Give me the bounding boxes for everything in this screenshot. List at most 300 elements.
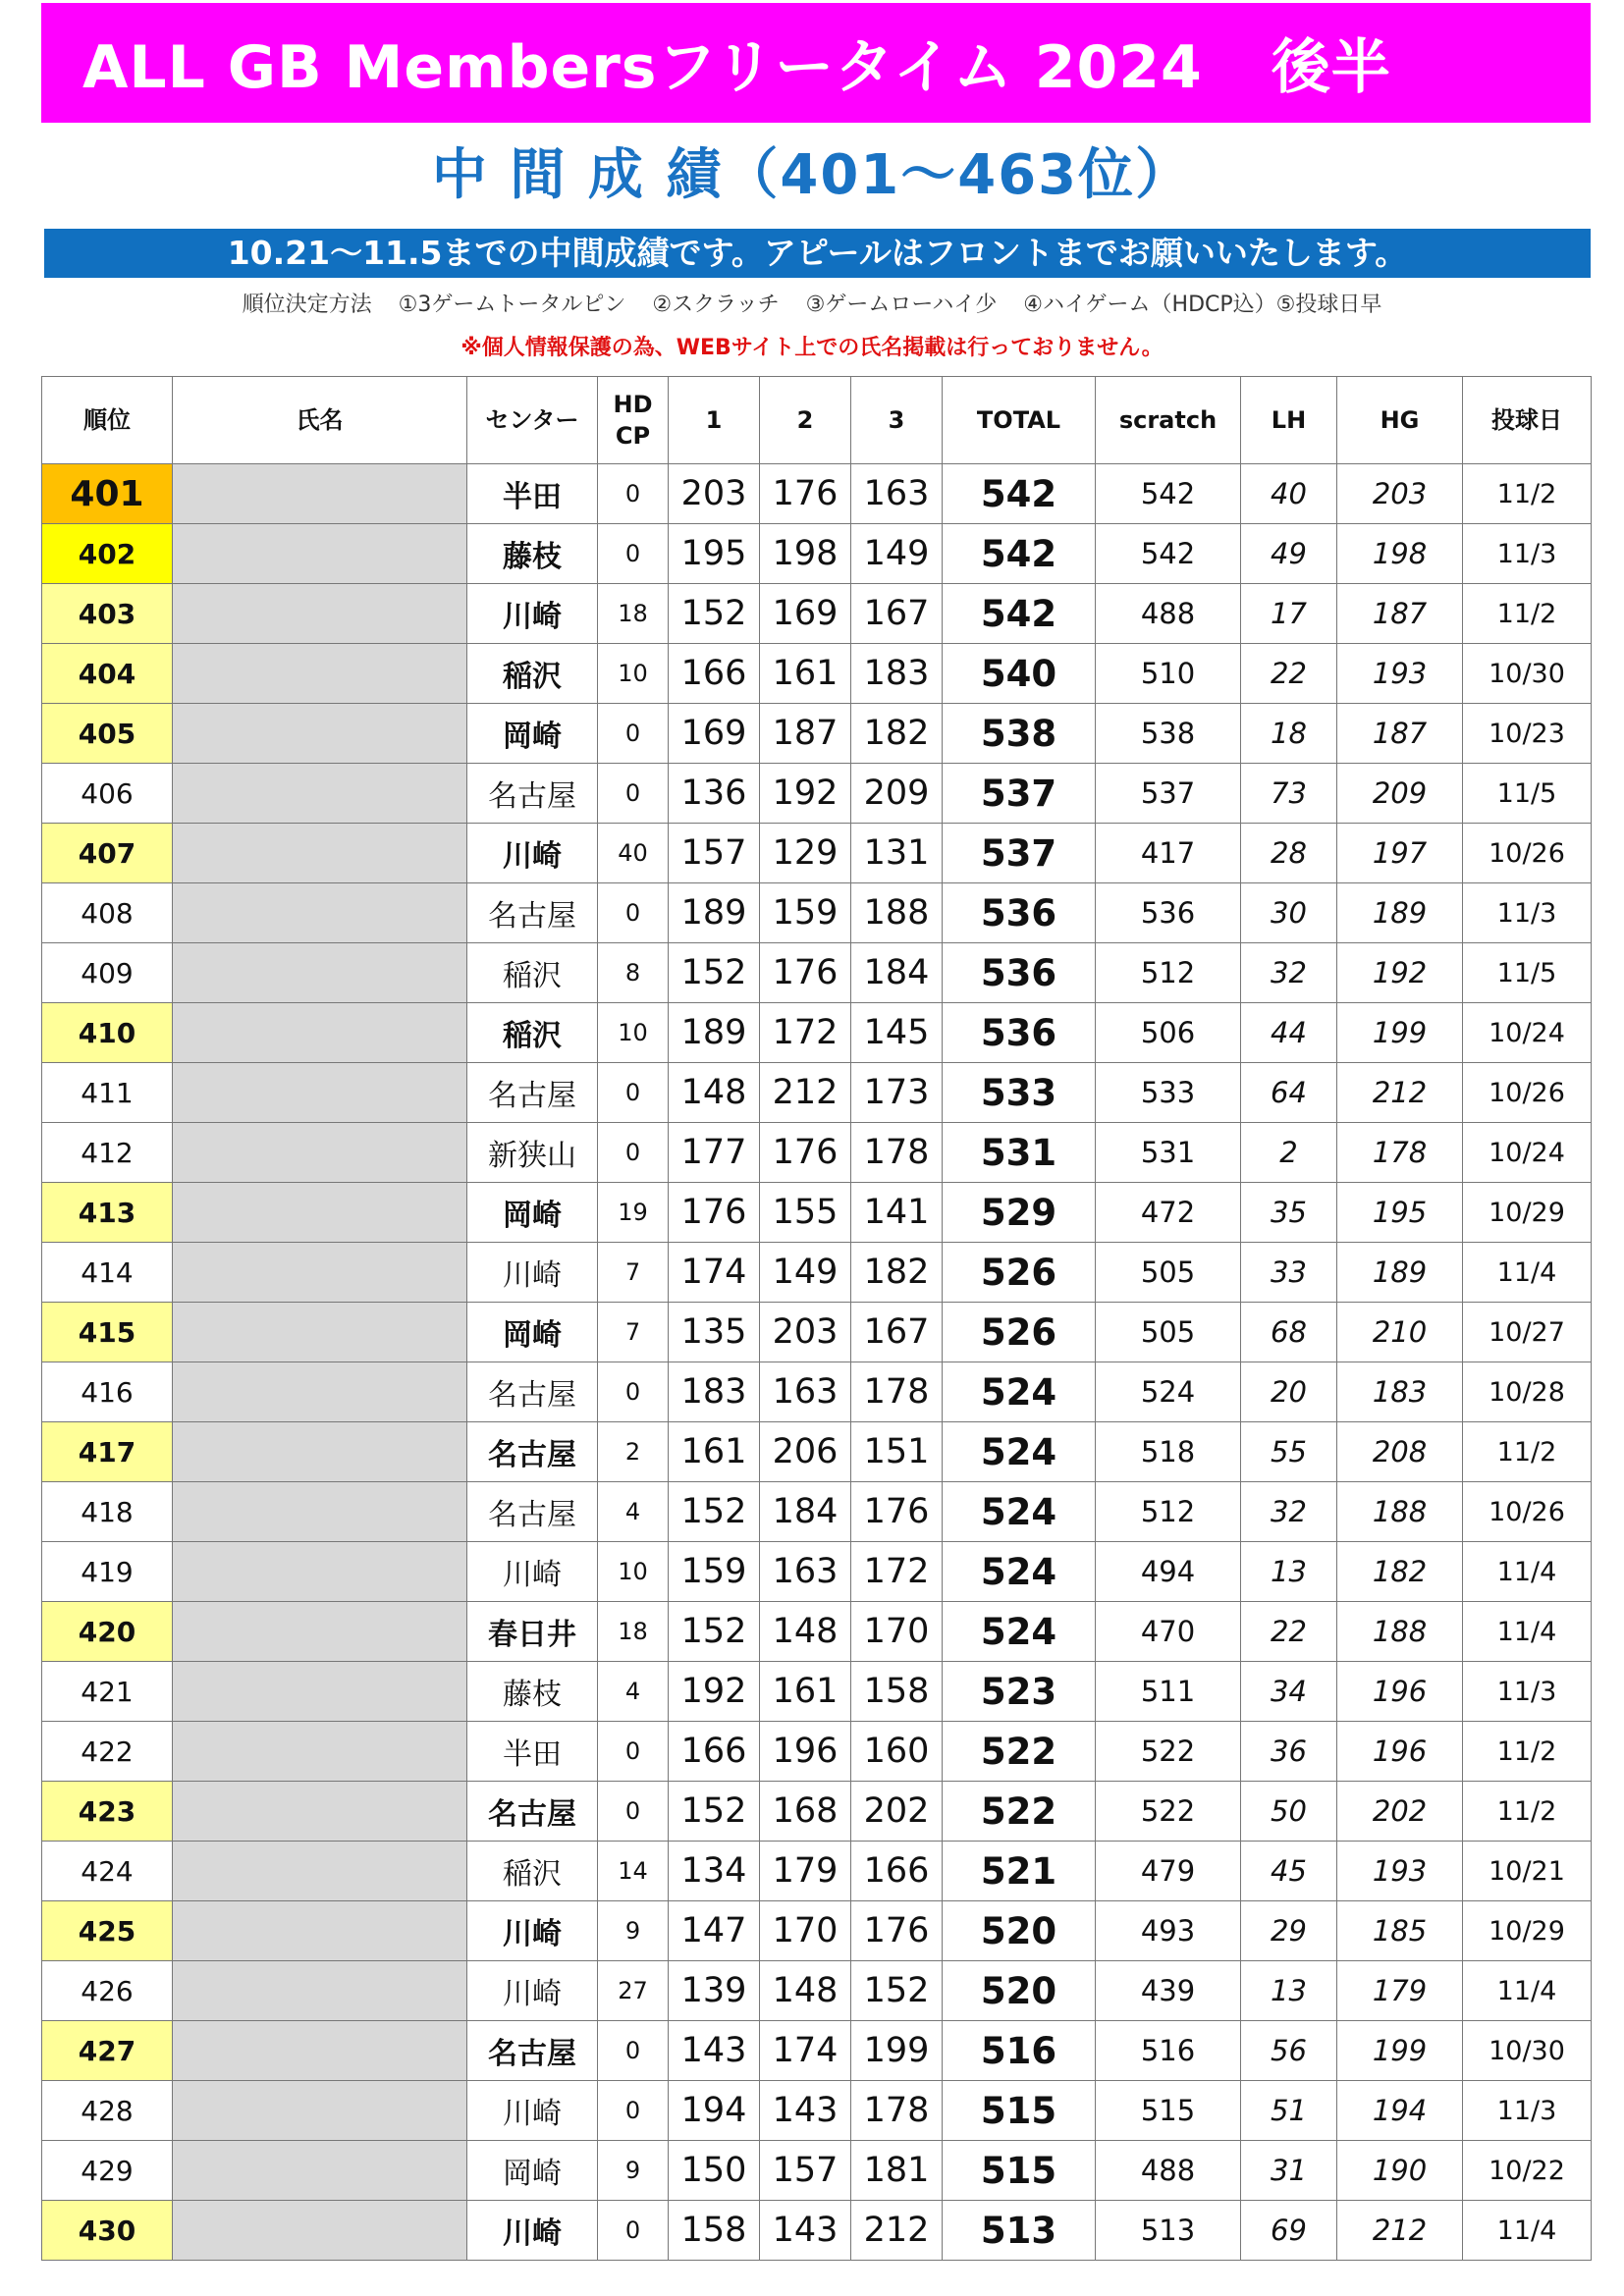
- header-hdcp-line1: HD: [613, 391, 653, 418]
- table-row: [42, 1901, 1592, 1961]
- total-cell: 523: [943, 1662, 1096, 1722]
- total-cell: 533: [943, 1063, 1096, 1123]
- total-cell: 542: [943, 524, 1096, 584]
- date-cell: 10/30: [1463, 2021, 1592, 2081]
- game3-cell: 188: [851, 883, 943, 943]
- hdcp-cell: 0: [598, 1063, 669, 1123]
- scratch-cell: 542: [1096, 524, 1241, 584]
- hg-cell: 187: [1337, 584, 1463, 644]
- scratch-cell: 512: [1096, 943, 1241, 1003]
- date-cell: 11/4: [1463, 1542, 1592, 1602]
- game2-cell: 143: [760, 2201, 851, 2261]
- game3-cell: 178: [851, 1123, 943, 1183]
- center-cell: 名古屋: [467, 1362, 598, 1422]
- date-cell: 10/24: [1463, 1123, 1592, 1183]
- hg-cell: 208: [1337, 1422, 1463, 1482]
- game1-cell: 152: [669, 1782, 760, 1842]
- scratch-cell: 537: [1096, 764, 1241, 824]
- rank-cell: 425: [42, 1901, 173, 1961]
- game1-cell: 152: [669, 1482, 760, 1542]
- rank-cell: 407: [42, 824, 173, 883]
- hdcp-cell: 0: [598, 464, 669, 524]
- name-cell: [173, 1722, 467, 1782]
- rank-cell: 419: [42, 1542, 173, 1602]
- table-row: [42, 1003, 1592, 1063]
- name-cell: [173, 1183, 467, 1243]
- name-cell: [173, 1123, 467, 1183]
- game3-cell: 199: [851, 2021, 943, 2081]
- hdcp-cell: 7: [598, 1303, 669, 1362]
- hg-cell: 192: [1337, 943, 1463, 1003]
- header-total: TOTAL: [943, 377, 1096, 464]
- scratch-cell: 522: [1096, 1782, 1241, 1842]
- name-cell: [173, 1362, 467, 1422]
- center-cell: 川崎: [467, 1542, 598, 1602]
- name-cell: [173, 2141, 467, 2201]
- game3-cell: 163: [851, 464, 943, 524]
- name-cell: [173, 1003, 467, 1063]
- header-hdcp: [598, 377, 669, 464]
- game2-cell: 192: [760, 764, 851, 824]
- rank-cell: 408: [42, 883, 173, 943]
- game2-cell: 184: [760, 1482, 851, 1542]
- hdcp-cell: 27: [598, 1961, 669, 2021]
- method-item: ②スクラッチ: [652, 293, 780, 317]
- game2-cell: 176: [760, 464, 851, 524]
- header-scratch: scratch: [1096, 377, 1241, 464]
- total-cell: 536: [943, 943, 1096, 1003]
- game1-cell: 147: [669, 1901, 760, 1961]
- date-cell: 11/2: [1463, 1722, 1592, 1782]
- scratch-cell: 513: [1096, 2201, 1241, 2261]
- name-cell: [173, 1422, 467, 1482]
- game2-cell: 212: [760, 1063, 851, 1123]
- total-cell: 515: [943, 2141, 1096, 2201]
- date-cell: 11/2: [1463, 1782, 1592, 1842]
- date-cell: 11/3: [1463, 883, 1592, 943]
- banner-title: ALL GB Membersフリータイム 2024: [82, 33, 1203, 102]
- hg-cell: 187: [1337, 704, 1463, 764]
- name-cell: [173, 2201, 467, 2261]
- hdcp-cell: 0: [598, 1782, 669, 1842]
- table-row: [42, 2141, 1592, 2201]
- header-game2: 2: [760, 377, 851, 464]
- rank-cell: 421: [42, 1662, 173, 1722]
- name-cell: [173, 1961, 467, 2021]
- rank-cell: 406: [42, 764, 173, 824]
- game1-cell: 152: [669, 1602, 760, 1662]
- date-cell: 10/23: [1463, 704, 1592, 764]
- rank-cell: 404: [42, 644, 173, 704]
- lh-cell: 32: [1241, 1482, 1337, 1542]
- center-cell: 岡崎: [467, 1303, 598, 1362]
- hdcp-cell: 0: [598, 2081, 669, 2141]
- name-cell: [173, 1602, 467, 1662]
- scratch-cell: 518: [1096, 1422, 1241, 1482]
- game3-cell: 141: [851, 1183, 943, 1243]
- lh-cell: 31: [1241, 2141, 1337, 2201]
- lh-cell: 51: [1241, 2081, 1337, 2141]
- game3-cell: 178: [851, 1362, 943, 1422]
- hdcp-cell: 10: [598, 1542, 669, 1602]
- lh-cell: 34: [1241, 1662, 1337, 1722]
- total-cell: 520: [943, 1961, 1096, 2021]
- rank-cell: 410: [42, 1003, 173, 1063]
- scratch-cell: 472: [1096, 1183, 1241, 1243]
- game3-cell: 131: [851, 824, 943, 883]
- header-date: 投球日: [1463, 377, 1592, 464]
- table-row: [42, 764, 1592, 824]
- game3-cell: 167: [851, 584, 943, 644]
- notice-bar: 10.21～11.5までの中間成績です。アピールはフロントまでお願いいたします。: [44, 229, 1591, 278]
- game1-cell: 166: [669, 1722, 760, 1782]
- game3-cell: 151: [851, 1422, 943, 1482]
- total-cell: 537: [943, 764, 1096, 824]
- table-row: [42, 1482, 1592, 1542]
- center-cell: 川崎: [467, 1961, 598, 2021]
- center-cell: 名古屋: [467, 1422, 598, 1482]
- center-cell: 新狭山: [467, 1123, 598, 1183]
- table-row: [42, 1961, 1592, 2021]
- hg-cell: 202: [1337, 1782, 1463, 1842]
- date-cell: 10/29: [1463, 1901, 1592, 1961]
- total-cell: 524: [943, 1482, 1096, 1542]
- hg-cell: 196: [1337, 1662, 1463, 1722]
- scratch-cell: 511: [1096, 1662, 1241, 1722]
- lh-cell: 73: [1241, 764, 1337, 824]
- game2-cell: 155: [760, 1183, 851, 1243]
- name-cell: [173, 883, 467, 943]
- table-row: [42, 1662, 1592, 1722]
- hg-cell: 188: [1337, 1602, 1463, 1662]
- hdcp-cell: 19: [598, 1183, 669, 1243]
- game2-cell: 206: [760, 1422, 851, 1482]
- rank-cell: 424: [42, 1842, 173, 1901]
- table-body: [42, 464, 1592, 2261]
- center-cell: 半田: [467, 464, 598, 524]
- date-cell: 10/28: [1463, 1362, 1592, 1422]
- name-cell: [173, 1243, 467, 1303]
- scratch-cell: 494: [1096, 1542, 1241, 1602]
- table-row: [42, 1063, 1592, 1123]
- center-cell: 稲沢: [467, 1003, 598, 1063]
- lh-cell: 20: [1241, 1362, 1337, 1422]
- total-cell: 538: [943, 704, 1096, 764]
- game1-cell: 143: [669, 2021, 760, 2081]
- game1-cell: 161: [669, 1422, 760, 1482]
- total-cell: 524: [943, 1362, 1096, 1422]
- table-row: [42, 943, 1592, 1003]
- game2-cell: 163: [760, 1542, 851, 1602]
- date-cell: 11/2: [1463, 584, 1592, 644]
- table-row: [42, 1303, 1592, 1362]
- table-row: [42, 584, 1592, 644]
- hdcp-cell: 18: [598, 584, 669, 644]
- name-cell: [173, 1901, 467, 1961]
- lh-cell: 22: [1241, 1602, 1337, 1662]
- hdcp-cell: 0: [598, 2021, 669, 2081]
- game1-cell: 176: [669, 1183, 760, 1243]
- hg-cell: 210: [1337, 1303, 1463, 1362]
- hg-cell: 199: [1337, 1003, 1463, 1063]
- header-hg: HG: [1337, 377, 1463, 464]
- table-row: [42, 2021, 1592, 2081]
- lh-cell: 30: [1241, 883, 1337, 943]
- table-row: [42, 644, 1592, 704]
- game1-cell: 139: [669, 1961, 760, 2021]
- total-cell: 536: [943, 1003, 1096, 1063]
- center-cell: 岡崎: [467, 1183, 598, 1243]
- game2-cell: 129: [760, 824, 851, 883]
- scratch-cell: 531: [1096, 1123, 1241, 1183]
- date-cell: 11/3: [1463, 1662, 1592, 1722]
- date-cell: 10/30: [1463, 644, 1592, 704]
- game3-cell: 152: [851, 1961, 943, 2021]
- page-subtitle: 中 間 成 績（401～463位）: [431, 143, 1193, 207]
- scratch-cell: 524: [1096, 1362, 1241, 1422]
- rank-cell: 423: [42, 1782, 173, 1842]
- hg-cell: 193: [1337, 644, 1463, 704]
- table-row: [42, 2081, 1592, 2141]
- game3-cell: 176: [851, 1482, 943, 1542]
- hdcp-cell: 9: [598, 1901, 669, 1961]
- scratch-cell: 533: [1096, 1063, 1241, 1123]
- center-cell: 川崎: [467, 2081, 598, 2141]
- rank-cell: 402: [42, 524, 173, 584]
- rank-cell: 411: [42, 1063, 173, 1123]
- lh-cell: 44: [1241, 1003, 1337, 1063]
- total-cell: 521: [943, 1842, 1096, 1901]
- center-cell: 名古屋: [467, 1782, 598, 1842]
- hg-cell: 203: [1337, 464, 1463, 524]
- game3-cell: 173: [851, 1063, 943, 1123]
- center-cell: 岡崎: [467, 704, 598, 764]
- game3-cell: 181: [851, 2141, 943, 2201]
- name-cell: [173, 704, 467, 764]
- ranking-method: [0, 291, 1624, 320]
- center-cell: 名古屋: [467, 883, 598, 943]
- scratch-cell: 512: [1096, 1482, 1241, 1542]
- rank-cell: 417: [42, 1422, 173, 1482]
- table-row: [42, 1602, 1592, 1662]
- game1-cell: 183: [669, 1362, 760, 1422]
- date-cell: 10/27: [1463, 1303, 1592, 1362]
- name-cell: [173, 824, 467, 883]
- hg-cell: 189: [1337, 883, 1463, 943]
- total-cell: 529: [943, 1183, 1096, 1243]
- rank-cell: 401: [42, 464, 173, 524]
- table-header-row: [42, 377, 1592, 464]
- name-cell: [173, 1542, 467, 1602]
- table-row: [42, 704, 1592, 764]
- scratch-cell: 505: [1096, 1243, 1241, 1303]
- game3-cell: 178: [851, 2081, 943, 2141]
- banner-half-label: 後半: [1271, 33, 1391, 102]
- total-cell: 513: [943, 2201, 1096, 2261]
- game1-cell: 152: [669, 943, 760, 1003]
- center-cell: 名古屋: [467, 2021, 598, 2081]
- game1-cell: 189: [669, 1003, 760, 1063]
- total-cell: 524: [943, 1422, 1096, 1482]
- hg-cell: 185: [1337, 1901, 1463, 1961]
- game1-cell: 148: [669, 1063, 760, 1123]
- header-hdcp-line2: CP: [615, 422, 651, 450]
- date-cell: 11/3: [1463, 2081, 1592, 2141]
- game2-cell: 174: [760, 2021, 851, 2081]
- center-cell: 半田: [467, 1722, 598, 1782]
- table-row: [42, 1123, 1592, 1183]
- date-cell: 10/22: [1463, 2141, 1592, 2201]
- name-cell: [173, 943, 467, 1003]
- hdcp-cell: 4: [598, 1482, 669, 1542]
- privacy-note: ※個人情報保護の為、WEBサイト上での氏名掲載は行っておりません。: [460, 336, 1164, 360]
- game1-cell: 134: [669, 1842, 760, 1901]
- hg-cell: 189: [1337, 1243, 1463, 1303]
- scratch-cell: 510: [1096, 644, 1241, 704]
- game2-cell: 143: [760, 2081, 851, 2141]
- rank-cell: 414: [42, 1243, 173, 1303]
- method-label: 順位決定方法: [242, 293, 372, 317]
- method-item: ①3ゲームトータルピン: [398, 293, 626, 317]
- hdcp-cell: 10: [598, 1003, 669, 1063]
- game2-cell: 196: [760, 1722, 851, 1782]
- scratch-cell: 479: [1096, 1842, 1241, 1901]
- scratch-cell: 522: [1096, 1722, 1241, 1782]
- lh-cell: 50: [1241, 1782, 1337, 1842]
- lh-cell: 32: [1241, 943, 1337, 1003]
- lh-cell: 40: [1241, 464, 1337, 524]
- date-cell: 11/4: [1463, 1961, 1592, 2021]
- name-cell: [173, 2081, 467, 2141]
- game1-cell: 195: [669, 524, 760, 584]
- hg-cell: 194: [1337, 2081, 1463, 2141]
- game2-cell: 159: [760, 883, 851, 943]
- hg-cell: 182: [1337, 1542, 1463, 1602]
- hdcp-cell: 18: [598, 1602, 669, 1662]
- game3-cell: 145: [851, 1003, 943, 1063]
- total-cell: 540: [943, 644, 1096, 704]
- results-table: [41, 376, 1592, 2261]
- table-row: [42, 524, 1592, 584]
- rank-cell: 409: [42, 943, 173, 1003]
- rank-cell: 416: [42, 1362, 173, 1422]
- scratch-cell: 493: [1096, 1901, 1241, 1961]
- total-cell: 536: [943, 883, 1096, 943]
- total-cell: 537: [943, 824, 1096, 883]
- scratch-cell: 505: [1096, 1303, 1241, 1362]
- table-row: [42, 1782, 1592, 1842]
- date-cell: 11/4: [1463, 1243, 1592, 1303]
- center-cell: 川崎: [467, 2201, 598, 2261]
- name-cell: [173, 584, 467, 644]
- center-cell: 藤枝: [467, 1662, 598, 1722]
- name-cell: [173, 1063, 467, 1123]
- game3-cell: 176: [851, 1901, 943, 1961]
- game2-cell: 203: [760, 1303, 851, 1362]
- total-cell: 526: [943, 1243, 1096, 1303]
- lh-cell: 33: [1241, 1243, 1337, 1303]
- lh-cell: 64: [1241, 1063, 1337, 1123]
- header-rank: 順位: [42, 377, 173, 464]
- header-game1: 1: [669, 377, 760, 464]
- scratch-cell: 542: [1096, 464, 1241, 524]
- center-cell: 名古屋: [467, 1063, 598, 1123]
- hg-cell: 193: [1337, 1842, 1463, 1901]
- rank-cell: 428: [42, 2081, 173, 2141]
- hdcp-cell: 0: [598, 524, 669, 584]
- date-cell: 11/4: [1463, 2201, 1592, 2261]
- game3-cell: 182: [851, 704, 943, 764]
- hdcp-cell: 0: [598, 2201, 669, 2261]
- lh-cell: 56: [1241, 2021, 1337, 2081]
- game2-cell: 161: [760, 1662, 851, 1722]
- hdcp-cell: 0: [598, 1722, 669, 1782]
- hdcp-cell: 4: [598, 1662, 669, 1722]
- game2-cell: 172: [760, 1003, 851, 1063]
- game2-cell: 163: [760, 1362, 851, 1422]
- total-cell: 516: [943, 2021, 1096, 2081]
- scratch-cell: 417: [1096, 824, 1241, 883]
- game2-cell: 176: [760, 943, 851, 1003]
- table-row: [42, 1243, 1592, 1303]
- game2-cell: 168: [760, 1782, 851, 1842]
- lh-cell: 68: [1241, 1303, 1337, 1362]
- total-cell: 524: [943, 1542, 1096, 1602]
- hg-cell: 178: [1337, 1123, 1463, 1183]
- date-cell: 10/26: [1463, 1063, 1592, 1123]
- lh-cell: 55: [1241, 1422, 1337, 1482]
- scratch-cell: 470: [1096, 1602, 1241, 1662]
- header-name: 氏名: [173, 377, 467, 464]
- hdcp-cell: 8: [598, 943, 669, 1003]
- rank-cell: 405: [42, 704, 173, 764]
- name-cell: [173, 464, 467, 524]
- lh-cell: 28: [1241, 824, 1337, 883]
- game1-cell: 194: [669, 2081, 760, 2141]
- hg-cell: 179: [1337, 1961, 1463, 2021]
- hg-cell: 195: [1337, 1183, 1463, 1243]
- name-cell: [173, 644, 467, 704]
- hg-cell: 212: [1337, 1063, 1463, 1123]
- table-row: [42, 883, 1592, 943]
- lh-cell: 22: [1241, 644, 1337, 704]
- hg-cell: 190: [1337, 2141, 1463, 2201]
- rank-cell: 403: [42, 584, 173, 644]
- hdcp-cell: 0: [598, 764, 669, 824]
- rank-cell: 420: [42, 1602, 173, 1662]
- method-item: ④ハイゲーム（HDCP込）⑤投球日早: [1023, 293, 1382, 317]
- total-cell: 515: [943, 2081, 1096, 2141]
- lh-cell: 69: [1241, 2201, 1337, 2261]
- date-cell: 10/26: [1463, 1482, 1592, 1542]
- game2-cell: 149: [760, 1243, 851, 1303]
- lh-cell: 2: [1241, 1123, 1337, 1183]
- lh-cell: 29: [1241, 1901, 1337, 1961]
- center-cell: 川崎: [467, 584, 598, 644]
- hg-cell: 209: [1337, 764, 1463, 824]
- date-cell: 11/2: [1463, 464, 1592, 524]
- game1-cell: 158: [669, 2201, 760, 2261]
- method-item: ③ゲームローハイ少: [805, 293, 998, 317]
- rank-cell: 427: [42, 2021, 173, 2081]
- lh-cell: 45: [1241, 1842, 1337, 1901]
- name-cell: [173, 764, 467, 824]
- name-cell: [173, 1303, 467, 1362]
- game3-cell: 160: [851, 1722, 943, 1782]
- scratch-cell: 536: [1096, 883, 1241, 943]
- hg-cell: 212: [1337, 2201, 1463, 2261]
- game2-cell: 198: [760, 524, 851, 584]
